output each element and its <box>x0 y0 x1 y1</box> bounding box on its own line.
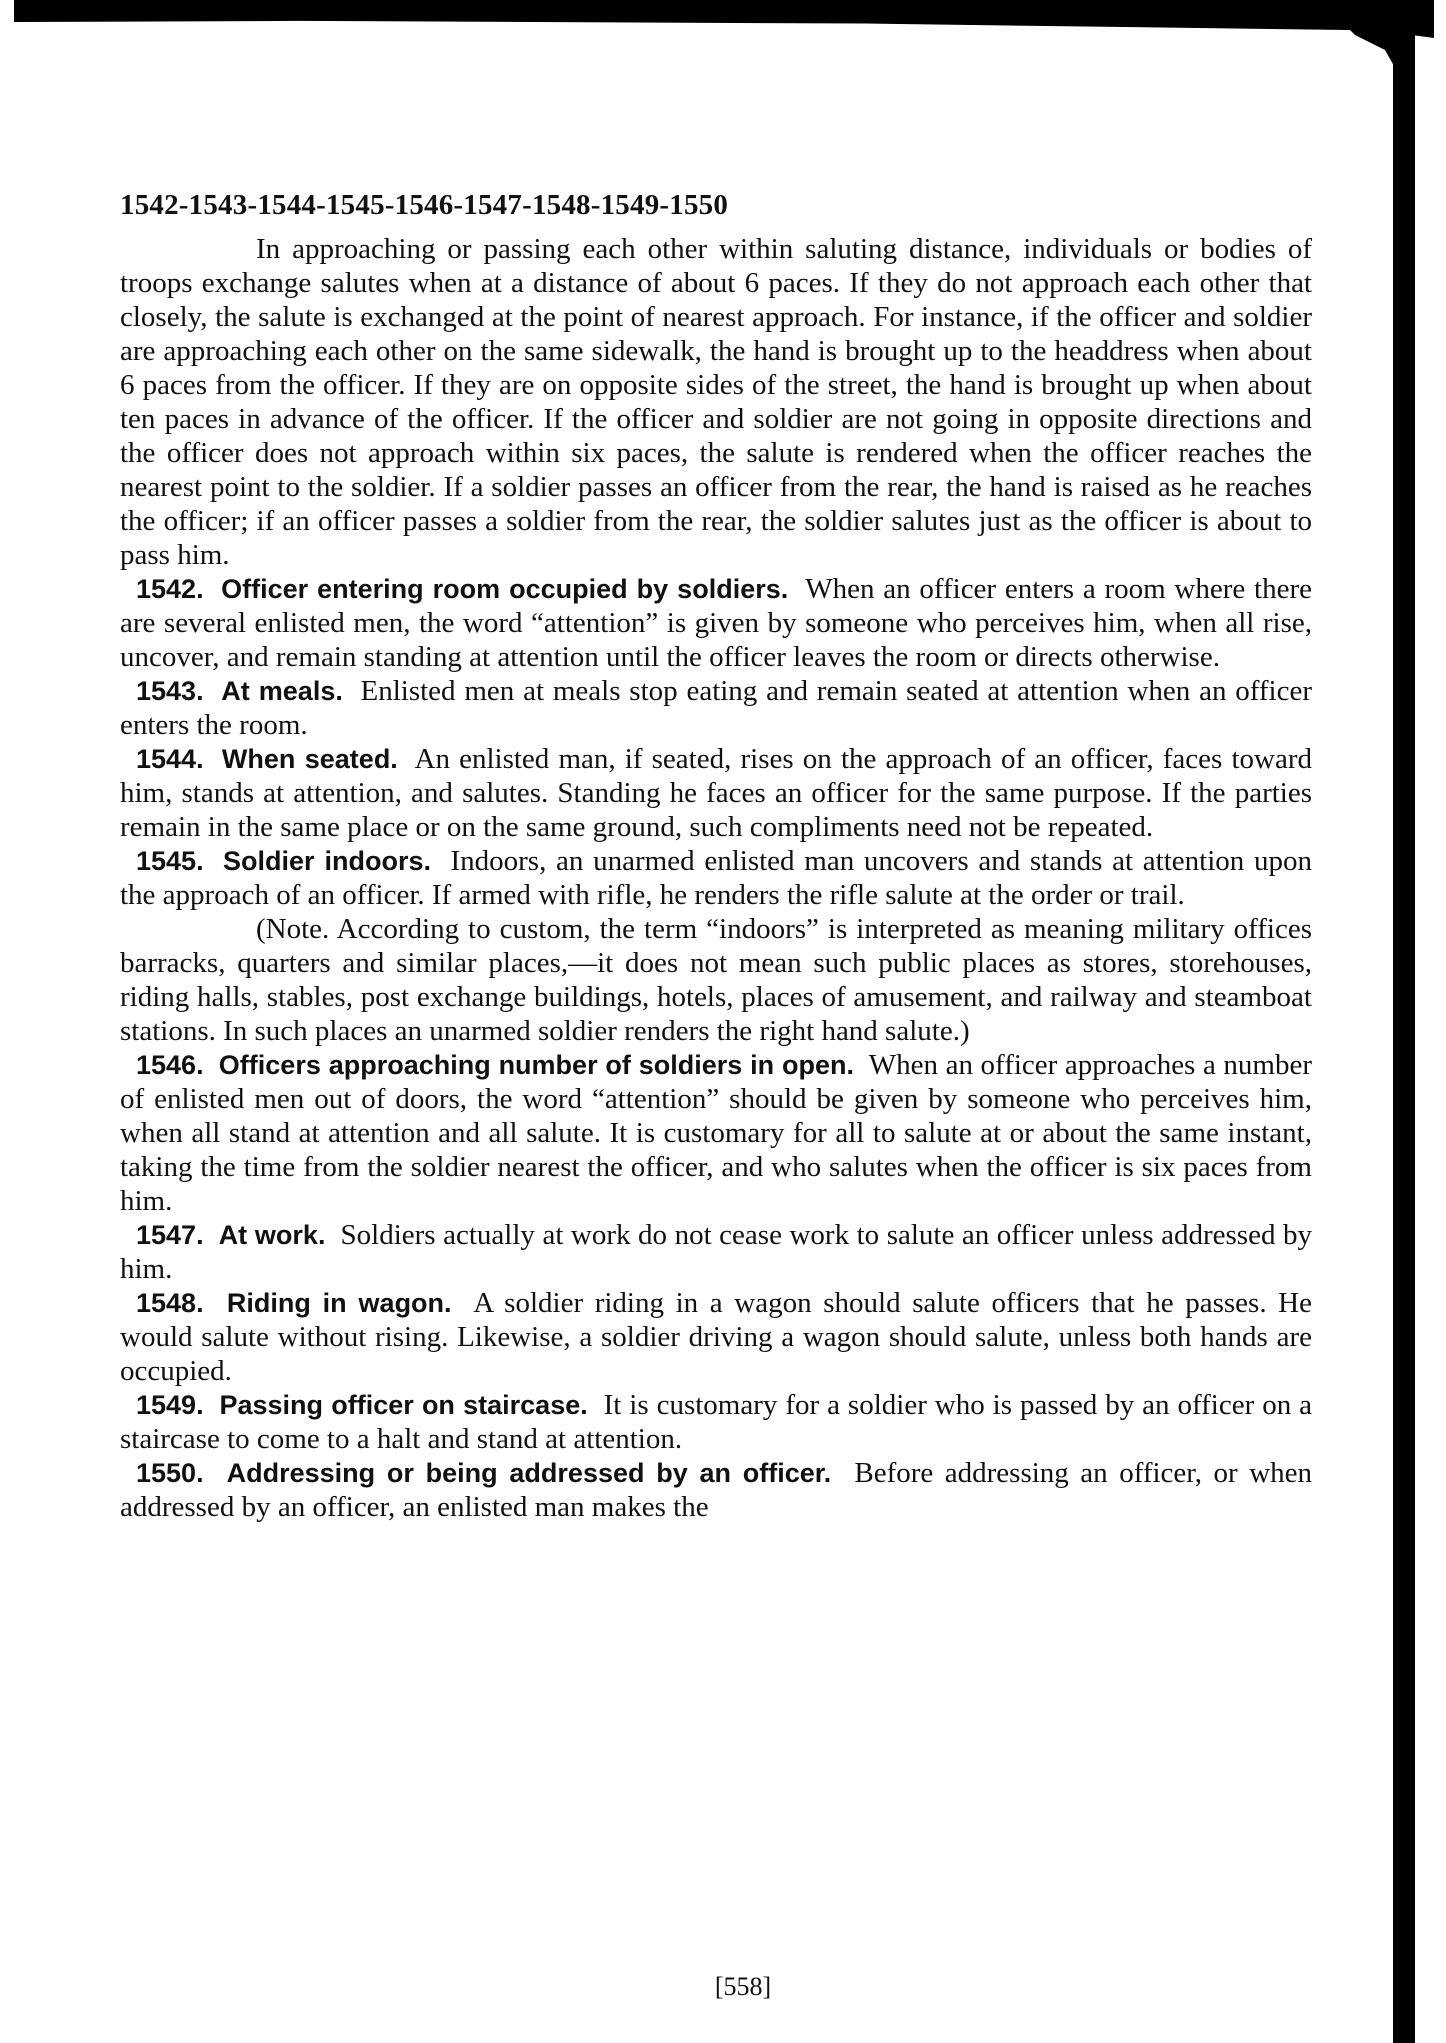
section-title: When seated. <box>221 744 398 774</box>
section-1544 <box>120 742 1312 844</box>
section-1545-note: (Note. According to custom, the term “indoors” is interpreted as meaning military offices barracks, quarters and similar places,—it does not mean such public places as stores, storehouses, riding halls, stables, post exchange buildings, hotels, places of amusement, and railway and steamboat stations. In such places an unarmed soldier renders the right hand salute.) <box>120 913 1312 1047</box>
section-title: Officers approaching number of soldiers in open. <box>218 1050 855 1080</box>
section-number: 1544. <box>136 744 204 774</box>
section-1542 <box>120 572 1312 674</box>
section-body: When an officer enters a room where there are several enlisted men, the word “attention” is given by someone who perceives him, when all rise, uncover, and remain standing at attention until the officer leaves the room or directs otherwise. <box>120 573 1312 673</box>
section-title: Passing officer on staircase. <box>219 1390 588 1420</box>
section-number: 1547. <box>136 1220 204 1250</box>
section-number: 1546. <box>136 1050 204 1080</box>
scan-border-right <box>1393 30 1415 2043</box>
section-body: Indoors, an unarmed enlisted man uncovers and stands at attention upon the approach of an officer. If armed with rifle, he renders the rifle salute at the order or trail. <box>120 845 1312 911</box>
section-number: 1548. <box>136 1288 204 1318</box>
page-number-footer <box>0 1972 1446 2002</box>
section-1548 <box>120 1286 1312 1388</box>
section-body: Before addressing an officer, or when addressed by an officer, an enlisted man makes the <box>120 1457 1313 1523</box>
section-number: 1549. <box>136 1390 204 1420</box>
section-body: Soldiers actually at work do not cease work to salute an officer unless addressed by him. <box>120 1219 1313 1285</box>
section-1545 <box>120 844 1312 912</box>
section-1549 <box>120 1388 1312 1456</box>
intro-paragraph: In approaching or passing each other within saluting distance, individuals or bodies of troops exchange salutes when at a distance of about 6 paces. If they do not approach each other that closely, the salute is exchanged at the point of nearest approach. For instance, if the officer and soldier are approaching each other on the same sidewalk, the hand is brought up to the headdress when about 6 paces from the officer. If they are on opposite sides of the street, the hand is brought up when about ten paces in advance of the officer. If the officer and soldier are not going in opposite directions and the officer does not approach within six paces, the salute is rendered when the officer reaches the nearest point to the soldier. If a soldier passes an officer from the rear, the hand is raised as he reaches the officer; if an officer passes a soldier from the rear, the soldier salutes just as the officer is about to pass him. <box>120 233 1312 571</box>
section-1546 <box>120 1048 1312 1218</box>
section-number: 1543. <box>136 676 204 706</box>
scan-border-top <box>14 0 1434 38</box>
section-number: 1542. <box>136 574 204 604</box>
running-head: 1542-1543-1544-1545-1546-1547-1548-1549-1550 <box>120 189 729 221</box>
section-body: An enlisted man, if seated, rises on the approach of an officer, faces toward him, stands at attention, and salutes. Standing he faces an officer for the same purpose. If the parties remain in the same place or on the same ground, such compliments need not be repeated. <box>120 743 1312 843</box>
section-body: When an officer approaches a number of enlisted men out of doors, the word “attention” should be given by someone who perceives him, when all stand at attention and all salute. It is customary for all to salute at or about the same instant, taking the time from the soldier nearest the officer, and who salutes when the officer is six paces from him. <box>120 1049 1313 1217</box>
section-title: Riding in wagon. <box>226 1288 452 1318</box>
section-body: It is customary for a soldier who is passed by an officer on a staircase to come to a halt and stand at attention. <box>120 1389 1313 1455</box>
section-title: Officer entering room occupied by soldiers. <box>221 574 789 604</box>
section-number: 1550. <box>136 1458 204 1488</box>
section-body: A soldier riding in a wagon should salute officers that he passes. He would salute without rising. Likewise, a soldier driving a wagon should salute, unless both hands are occupied. <box>120 1287 1312 1387</box>
section-1547 <box>120 1218 1312 1286</box>
section-number: 1545. <box>136 846 204 876</box>
section-title: Addressing or being addressed by an officer. <box>226 1458 832 1488</box>
section-1543 <box>120 674 1312 742</box>
document-page <box>120 188 1312 1524</box>
section-title: Soldier indoors. <box>223 846 432 876</box>
section-1550 <box>120 1456 1312 1524</box>
page-number: [558] <box>714 1972 772 2001</box>
section-title: At work. <box>218 1220 326 1250</box>
section-title: At meals. <box>221 676 343 706</box>
section-body: Enlisted men at meals stop eating and remain seated at attention when an officer enters the room. <box>120 675 1313 741</box>
